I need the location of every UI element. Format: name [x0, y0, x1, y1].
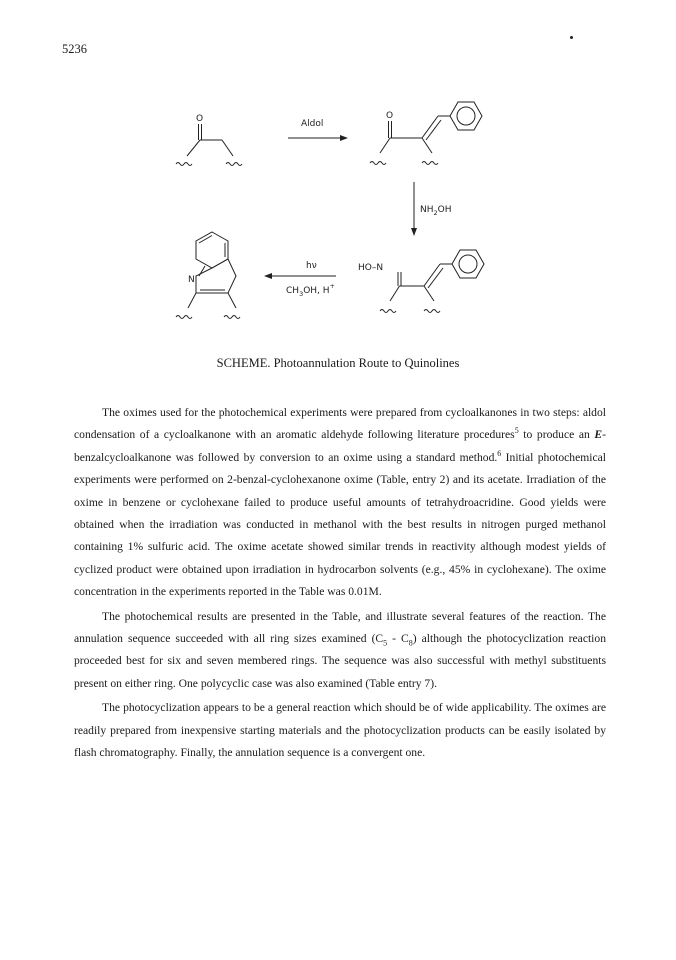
- paragraph-1: The oximes used for the photochemical experiments were prepared from cycloalkanones in two steps: aldol condensation of a cycloalkanone with an aromatic aldehyde following literature procedures$^5$ to produce an E-benzalcycloalkanone was followed by conversion to an oxime using a standard method.$^6$ Initial photochemical experiments were performed on 2-benzal-cyclohexanone oxime (Table, entry 2) and its acetate. Irradiation of the oxime in benzene or cyclohexane failed to produce useful amounts of tetrahydroacridine. Good yields were obtained when the irradiation was conducted in methanol with the best results in nitrogen purged methanol containing 1% sulfuric acid. The oxime acetate showed similar trends in reactivity although modest yields of cyclized product were obtained upon irradiation in hydrocarbon solvents (e.g., 45% in cyclohexane). The oxime concentration in the experiments reported in the Table was 0.01M.: [74, 406, 607, 599]
- page-number: 5236: [62, 42, 87, 56]
- hydroxylamine-arrow: [411, 182, 452, 236]
- oxime-label: HO–N: [358, 263, 384, 273]
- hydroxylamine-label: $NH_2OH$: [420, 205, 452, 217]
- oxime-structure: [358, 250, 484, 313]
- aldol-arrow: [288, 119, 348, 141]
- cycloalkanone-structure: [176, 114, 242, 166]
- enone-oxygen-label: O: [386, 111, 394, 121]
- hv-label: hν: [306, 261, 317, 271]
- paragraph-3: The photocyclization appears to be a general reaction which should be of wide applicability. The oximes are readily prepared from inexpensive starting materials and the photocyclization products can be easily isolated by flash chromatography. Finally, the annulation sequence is a convergent one.: [74, 701, 606, 760]
- photolysis-arrow: [264, 261, 336, 298]
- benzalcycloalkanone-structure: [370, 102, 482, 165]
- aldol-label: Aldol: [301, 119, 324, 129]
- solvent-label: $CH_3OH$, H+: [286, 282, 335, 298]
- paragraph-2: The photochemical results are presented in the Table, and illustrate several features of the reaction. The annulation sequence succeeded with all ring sizes examined $(C_5 - C_8)$ although the photocyclization reaction proceeded best for six and seven membered rings. The sequence was also successful with methyl substituents present on either ring. One polycyclic case was also examined (Table entry 7).: [74, 609, 606, 690]
- speck: [570, 36, 573, 39]
- ketone-oxygen-label: O: [196, 114, 204, 124]
- scheme-caption: SCHEME. Photoannulation Route to Quinolines: [216, 356, 460, 370]
- quinoline-structure: [176, 232, 240, 319]
- quinoline-nitrogen-label: N: [188, 275, 195, 285]
- body-text: [74, 402, 606, 765]
- reaction-scheme: [0, 90, 676, 340]
